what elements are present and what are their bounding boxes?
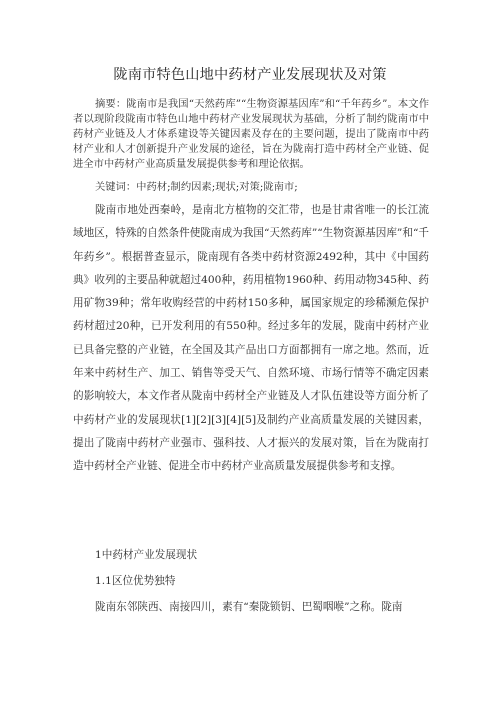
body-paragraph-start: 陇南东邻陕西、南接四川，素有“秦陇锁钥、巴蜀咽喉”之称。陇南 — [95, 601, 403, 613]
abstract — [73, 97, 429, 172]
abstract-text: 摘要：陇南市是我国“天然药库”“生物资源基因库”和“千年药乡”。本文作者以现阶段陇南市特色山地中药材产业发展现状为基础，分析了制约陇南市中药材产业链及人才体系建设等关键因素及存在的主要问题，提出了陇南市中药材产业和人才创新提升产业发展的途径，旨在为陇南打造中药材全产业链、促进全市中药材产业高质量发展提供参考和理论依据。 — [73, 98, 429, 170]
section-heading: 1中药材产业发展现状 — [95, 549, 198, 561]
body-paragraph: 陇南市地处西秦岭，是南北方植物的交汇带，也是甘肃省唯一的长江流域地区，特殊的自然条件使陇南成为我国“天然药库”“生物资源基因库”和“千年药乡”。根据普查显示，陇南现有各类中药材资源2492种，其中《中国药典》收列的主要品种就超过400种，药用植物1960种、药用动物345种、药用矿物39种；常年收购经营的中药材150多种，属国家规定的珍稀濒危保护药材超过20种，已开发利用的有550种。经过多年的发展，陇南中药材产业已具备完整的产业链，在全国及其产品出口方面都拥有一席之地。然而，近年来中药材生产、加工、销售等受天气、自然环境、市场行情等不确定因素的影响较大，本文作者从陇南中药材全产业链及人才队伍建设等方面分析了中药材产业的发展现状[1][2][3][4][5]及制约产业高质量发展的关键因素，提出了陇南中药材产业强市、强科技、人才振兴的发展对策，旨在为陇南打造中药材全产业链、促进全市中药材产业高质量发展提供参考和支撑。 — [73, 204, 429, 473]
document-title: 陇南市特色山地中药材产业发展现状及对策 — [113, 67, 387, 83]
subsection-heading: 1.1区位优势独特 — [95, 575, 176, 587]
body-text — [73, 199, 429, 479]
keywords: 关键词：中药材;制约因素;现状;对策;陇南市; — [95, 181, 298, 193]
